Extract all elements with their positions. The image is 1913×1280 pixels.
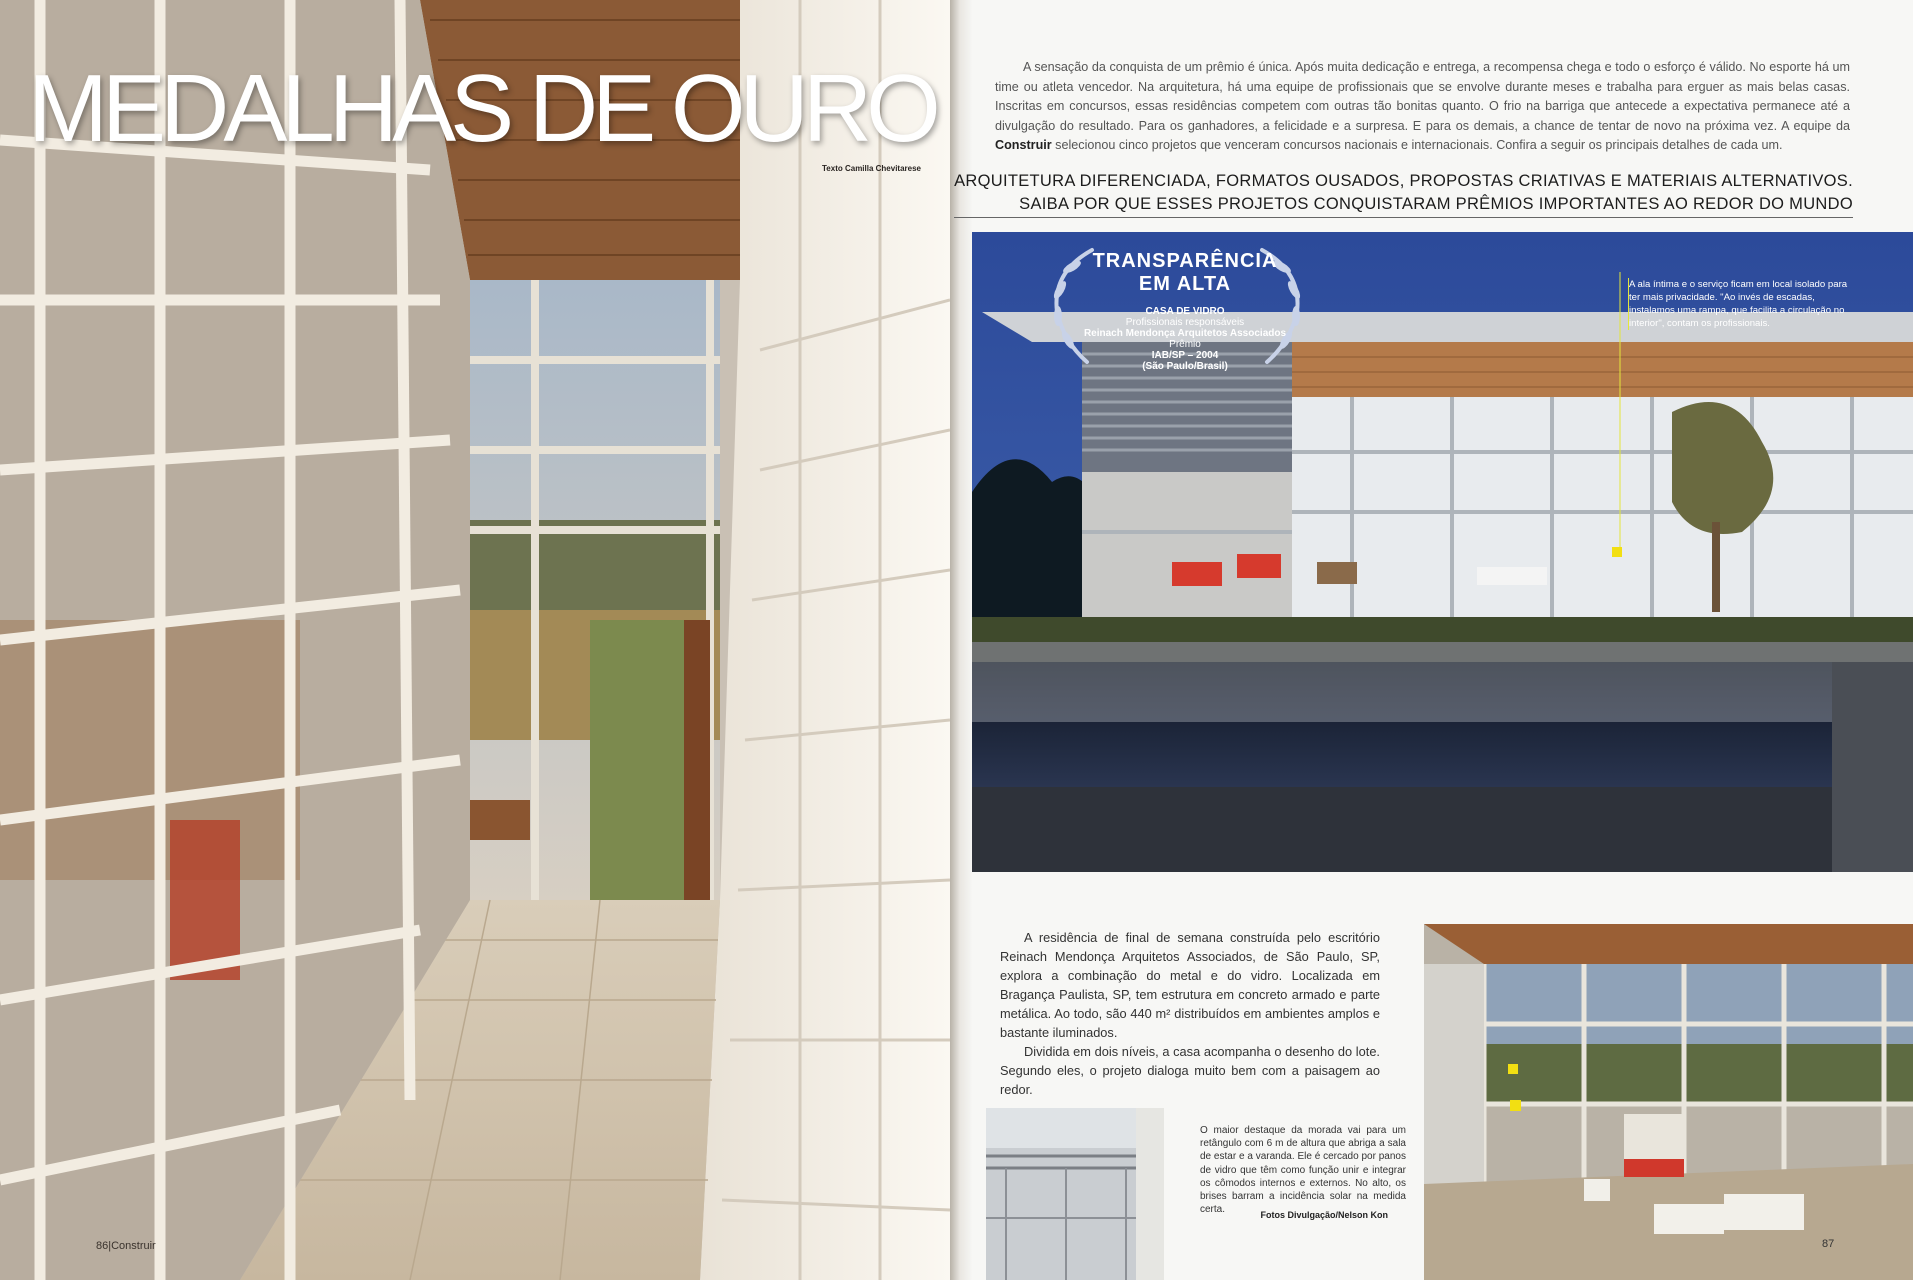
photo-credit: Fotos Divulgação/Nelson Kon — [1260, 1210, 1388, 1220]
award-heading-2: EM ALTA — [1138, 273, 1232, 295]
deck-line-2: SAIBA POR QUE ESSES PROJETOS CONQUISTARAM PRÊMIOS IMPORTANTES AO REDOR DO MUNDO — [1019, 195, 1853, 213]
intro-text-end: selecionou cinco projetos que venceram concursos nacionais e internacionais. Confira a seguir os principais detalhes de cada um. — [1055, 138, 1783, 152]
brise-detail-photo — [986, 1108, 1164, 1280]
prize-name: IAB/SP – 2004 — [1151, 350, 1219, 361]
byline: Texto Camilla Chevitarese — [822, 164, 922, 173]
prize-place: (São Paulo/Brasil) — [1142, 361, 1228, 372]
callout-marker — [1510, 1100, 1521, 1111]
photo-caption-bottom: O maior destaque da morada vai para um retângulo com 6 m de altura que abriga a sala de estar e a varanda. Ele é cercado por panos de vidro que têm como função unir e integrar os cômodos internos e externos. No alto, os brises barram a incidência solar na medida certa. — [1200, 1125, 1406, 1216]
award-heading-1: TRANSPARÊNCIA — [1092, 250, 1278, 272]
intro-paragraph — [995, 58, 1850, 156]
deck-line-1: ARQUITETURA DIFERENCIADA, FORMATOS OUSADOS, PROPOSTAS CRIATIVAS E MATERIAIS ALTERNATIVOS. — [954, 172, 1853, 190]
page-number-left: 86|Construir — [96, 1240, 156, 1252]
intro-text: A sensação da conquista de um prêmio é única. Após muita dedicação e entrega, a recompensa chega e todo o esforço é válido. No esporte há um time ou atleta vencedor. Na arquitetura, há uma equipe de profissionais que se envolve durante meses e trabalha para erguer as mais belas casas. Inscritas em concursos, essas residências competem com outras tão bonitas quanto. O frio na barriga que antecede a expectativa permanece até a divulgação do resultado. Para os ganhadores, a felicidade e a surpresa. E para os demais, a chance de tentar de novo na próxima vez. A equipe da — [995, 60, 1850, 133]
left-page — [0, 0, 950, 1280]
photo-caption-top: A ala íntima e o serviço ficam em local isolado para ter mais privacidade. "Ao invés de escadas, instalamos uma rampa, que facilita a circulação no interior", contam os profissionais. — [1628, 278, 1857, 330]
page-number-right: 87 — [1822, 1238, 1835, 1250]
body-paragraph-2: Dividida em dois níveis, a casa acompanha o desenho do lote. Segundo eles, o projeto dialoga muito bem com a paisagem ao redor. — [1000, 1044, 1380, 1097]
deck-headline — [954, 170, 1853, 218]
living-room-photo — [1424, 924, 1913, 1280]
responsible-label: Profissionais responsáveis — [1125, 317, 1245, 328]
responsible-firm: Reinach Mendonça Arquitetos Associados — [1083, 328, 1287, 339]
corridor-photo — [0, 0, 950, 1280]
project-name: CASA DE VIDRO — [1145, 306, 1225, 317]
article-body — [1000, 928, 1380, 1099]
body-paragraph-1: A residência de final de semana construída pelo escritório Reinach Mendonça Arquitetos Associados, de São Paulo, SP, explora a combinação do metal e do vidro. Localizada em Bragança Paulista, SP, tem estrutura em concreto armado e parte metálica. Ao todo, são 440 m² distribuídos em ambientes amplos e bastante iluminados. — [1000, 930, 1380, 1040]
prize-label: Prêmio — [1169, 339, 1201, 350]
award-badge — [1060, 250, 1310, 372]
article-title: MEDALHAS DE OURO — [28, 55, 935, 162]
magazine-name: Construir — [995, 138, 1052, 152]
